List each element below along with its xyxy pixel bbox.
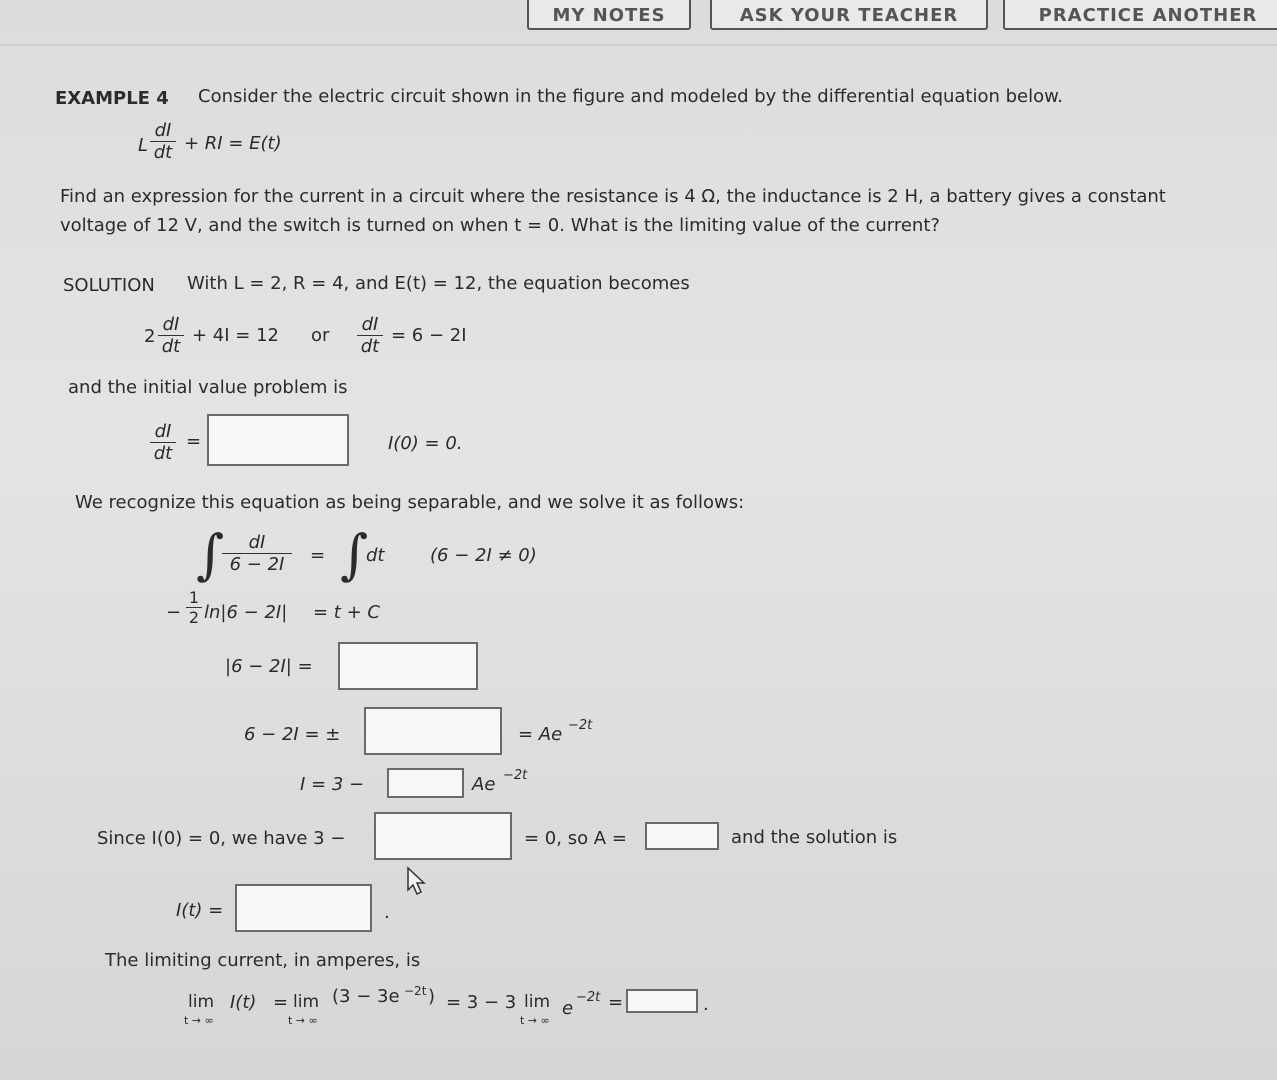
eq2-fraction bbox=[357, 314, 383, 357]
since-answer-input[interactable] bbox=[374, 812, 512, 860]
lim-expression: (3 − 3e bbox=[332, 986, 400, 1007]
mouse-cursor-icon bbox=[406, 866, 428, 896]
problem-line-2: voltage of 12 V, and the switch is turned on when t = 0. What is the limiting value of the current? bbox=[60, 215, 940, 236]
frac-den: dt bbox=[153, 142, 173, 163]
integral-condition: (6 − 2I ≠ 0) bbox=[430, 545, 537, 566]
lim-after: = 3 − 3 bbox=[446, 992, 517, 1013]
lim-1: lim bbox=[188, 992, 215, 1012]
A-value-input[interactable] bbox=[645, 822, 719, 850]
lim-e-exponent: −2t bbox=[576, 990, 601, 1005]
since-mid: = 0, so A = bbox=[524, 828, 627, 849]
I-rhs: Ae bbox=[472, 774, 496, 795]
limit-text: The limiting current, in amperes, is bbox=[105, 950, 421, 971]
limit-period: . bbox=[703, 994, 709, 1015]
my-notes-button[interactable]: MY NOTES bbox=[527, 0, 691, 30]
frac-den: dt bbox=[360, 336, 380, 357]
lim-2: lim bbox=[293, 992, 320, 1012]
problem-line-1: Find an expression for the current in a circuit where the resistance is 4 Ω, the inductance is 2 H, a battery gives a constant bbox=[60, 186, 1166, 207]
lim-3: lim bbox=[524, 992, 551, 1012]
I-exponent: −2t bbox=[503, 768, 528, 783]
limit-answer-input[interactable] bbox=[626, 989, 698, 1013]
example-label: EXAMPLE 4 bbox=[55, 88, 169, 109]
integral-sign-right: ∫ bbox=[340, 523, 369, 586]
ivp-fraction bbox=[150, 421, 176, 464]
integral-rhs: dt bbox=[366, 545, 385, 566]
It-period: . bbox=[384, 902, 390, 923]
abs-lhs: |6 − 2I| = bbox=[225, 656, 313, 677]
ln-half-fraction bbox=[186, 588, 202, 627]
eq1-fraction bbox=[158, 314, 184, 357]
eq-dI-dt-fraction bbox=[150, 120, 176, 163]
pm-answer-input[interactable] bbox=[364, 707, 502, 755]
eq1-rest: + 4I = 12 bbox=[192, 325, 279, 346]
ivp-equals: = bbox=[186, 431, 202, 452]
eq-L: L bbox=[138, 135, 149, 156]
example-intro: Consider the electric circuit shown in the figure and modeled by the differential equation below. bbox=[198, 86, 1063, 107]
or-text: or bbox=[311, 325, 330, 346]
lim-3-sub: t → ∞ bbox=[520, 1014, 550, 1027]
integral-fraction bbox=[222, 532, 292, 575]
It-label: I(t) = bbox=[176, 900, 224, 921]
abs-answer-input[interactable] bbox=[338, 642, 478, 690]
frac-num: dI bbox=[357, 314, 383, 336]
lim-final-eq: = bbox=[608, 992, 624, 1013]
separable-text: We recognize this equation as being separable, and we solve it as follows: bbox=[75, 492, 745, 513]
frac-den: 6 − 2I bbox=[229, 554, 285, 575]
six-lhs: 6 − 2I = ± bbox=[244, 724, 341, 745]
frac-num: dI bbox=[150, 120, 176, 142]
lim-e: e bbox=[562, 998, 574, 1019]
ivp-text: and the initial value problem is bbox=[68, 377, 348, 398]
solution-label: SOLUTION bbox=[63, 275, 155, 296]
lim-1-sub: t → ∞ bbox=[184, 1014, 214, 1027]
six-rhs: = Ae bbox=[518, 724, 563, 745]
lim-2-sub: t → ∞ bbox=[288, 1014, 318, 1027]
integral-sign-left: ∫ bbox=[196, 523, 225, 586]
I-coefficient-input[interactable] bbox=[387, 768, 464, 798]
solution-text: With L = 2, R = 4, and E(t) = 12, the equation becomes bbox=[187, 273, 690, 294]
frac-den: dt bbox=[153, 443, 173, 464]
lim-exponent: −2t bbox=[404, 984, 427, 998]
eq1-coef: 2 bbox=[144, 326, 156, 347]
since-end: and the solution is bbox=[731, 827, 898, 848]
frac-num: 1 bbox=[186, 588, 202, 608]
eq-rest: + RI = E(t) bbox=[184, 133, 282, 154]
ln-minus: − bbox=[166, 602, 182, 623]
top-divider bbox=[0, 44, 1277, 46]
frac-num: dI bbox=[222, 532, 292, 554]
ivp-answer-input[interactable] bbox=[207, 414, 349, 466]
integral-equals: = bbox=[310, 545, 326, 566]
frac-den: 2 bbox=[188, 608, 200, 627]
lim-eq: = bbox=[273, 992, 289, 1013]
frac-num: dI bbox=[150, 421, 176, 443]
ln-rhs: = t + C bbox=[313, 602, 380, 623]
frac-num: dI bbox=[158, 314, 184, 336]
frac-den: dt bbox=[161, 336, 181, 357]
since-text: Since I(0) = 0, we have 3 − bbox=[97, 828, 346, 849]
ivp-initial: I(0) = 0. bbox=[388, 433, 463, 454]
practice-another-button[interactable]: PRACTICE ANOTHER bbox=[1003, 0, 1277, 30]
ln-expression: ln|6 − 2I| bbox=[204, 602, 288, 623]
eq2-rest: = 6 − 2I bbox=[391, 325, 467, 346]
lim-close: ) bbox=[428, 986, 436, 1007]
solution-answer-input[interactable] bbox=[235, 884, 372, 932]
I-lhs: I = 3 − bbox=[300, 774, 365, 795]
six-exponent: −2t bbox=[568, 718, 593, 733]
lim-It: I(t) bbox=[230, 992, 257, 1013]
ask-teacher-button[interactable]: ASK YOUR TEACHER bbox=[710, 0, 988, 30]
